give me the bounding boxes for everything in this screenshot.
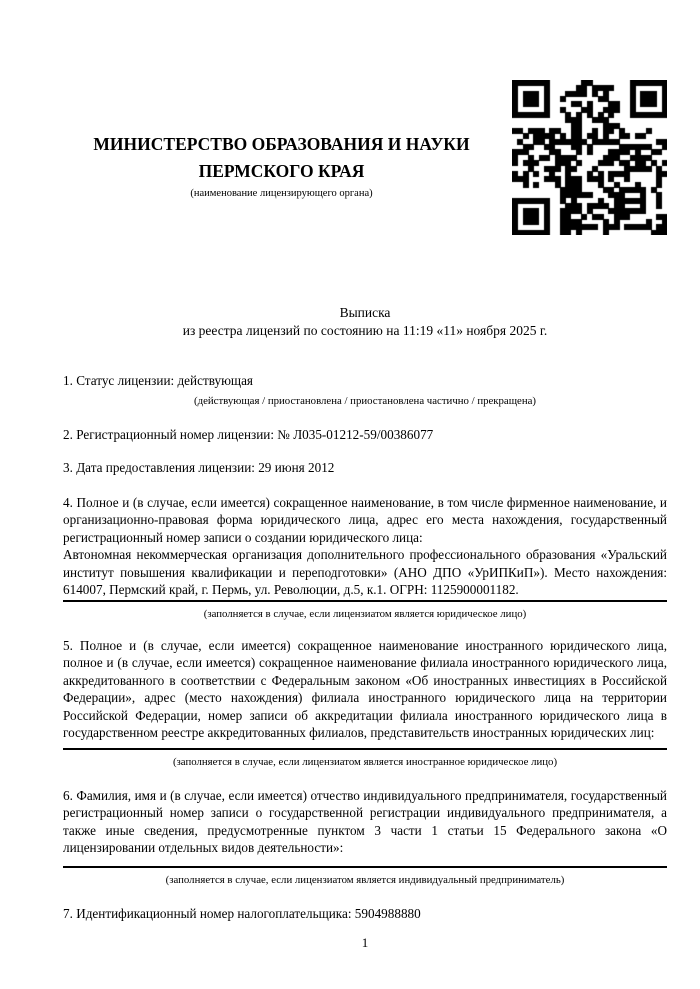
item-6-caption: (заполняется в случае, если лицензиатом является индивидуальный предприниматель) (165, 873, 565, 886)
org-name-line1: МИНИСТЕРСТВО ОБРАЗОВАНИЯ И НАУКИ (93, 134, 470, 154)
item-1-license-status: 1. Статус лицензии: действующая (63, 373, 254, 388)
item-5-blank-field-rule (63, 748, 667, 750)
item-1-caption: (действующая / приостановлена / приостановлена частично / прекращена) (194, 394, 536, 407)
title-line1: Выписка (339, 305, 391, 320)
licensing-authority-block (63, 131, 500, 201)
document-header (63, 0, 667, 235)
item-5-question: 5. Полное и (в случае, если имеется) сокращенное наименование иностранного юридического лица, полное и (в случае, если имеется) сокращенное наименование филиала иностранного юридического лица, аккредитованного в соответствии с Федеральным законом «Об иностранных инвестициях в Российской Федерации», адрес (место нахождения) филиала иностранного юридического лица на территории Российской Федерации, номер записи об аккредитации филиала иностранного юридического лица в государственном реестре аккредитованных филиалов, представительств иностранных юридических лиц: (63, 637, 667, 740)
item-6-blank-field-rule (63, 866, 667, 868)
document-title (63, 304, 667, 340)
item-4-blank-field-rule (63, 600, 667, 602)
item-3-grant-date: 3. Дата предоставления лицензии: 29 июня 2012 (63, 460, 335, 475)
qr-code-icon (512, 80, 667, 235)
page-number: 1 (361, 935, 369, 950)
title-line2: из реестра лицензий по состоянию на 11:19 «11» ноября 2025 г. (182, 323, 548, 338)
item-6-question: 6. Фамилия, имя и (в случае, если имеется) отчество индивидуального предпринимателя, государственный регистрационный номер записи о государственной регистрации индивидуального предпринимателя, а также иные сведения, предусмотренные пунктом 3 части 1 статьи 15 Федерального закона «О лицензировании отдельных видов деятельности»: (63, 787, 667, 855)
item-4-answer: Автономная некоммерческая организация дополнительного профессионального образования «Уральский институт повышения квалификации и переподготовки» (АНО ДПО «УрИПКиП»). Место нахождения: 614007, Пермский край, г. Пермь, ул. Революции, д.5, к.1. ОГРН: 1125900001182. (63, 547, 667, 597)
item-2-registration-number: 2. Регистрационный номер лицензии: № Л035-01212-59/00386077 (63, 426, 434, 442)
item-7-taxpayer-id: 7. Идентификационный номер налогоплательщика: 5904988880 (63, 905, 421, 921)
qr-code-container (512, 80, 667, 235)
org-name-caption: (наименование лицензирующего органа) (190, 188, 373, 199)
item-4-caption: (заполняется в случае, если лицензиатом является юридическое лицо) (203, 607, 527, 620)
item-4-question: 4. Полное и (в случае, если имеется) сокращенное наименование, в том числе фирменное наименование, и организационно-правовая форма юридического лица, адрес его места нахождения, государственный регистрационный номер записи о создании юридического лица: (63, 494, 667, 545)
org-name-line2: ПЕРМСКОГО КРАЯ (198, 161, 365, 181)
item-5-caption: (заполняется в случае, если лицензиатом является иностранное юридическое лицо) (172, 755, 558, 768)
